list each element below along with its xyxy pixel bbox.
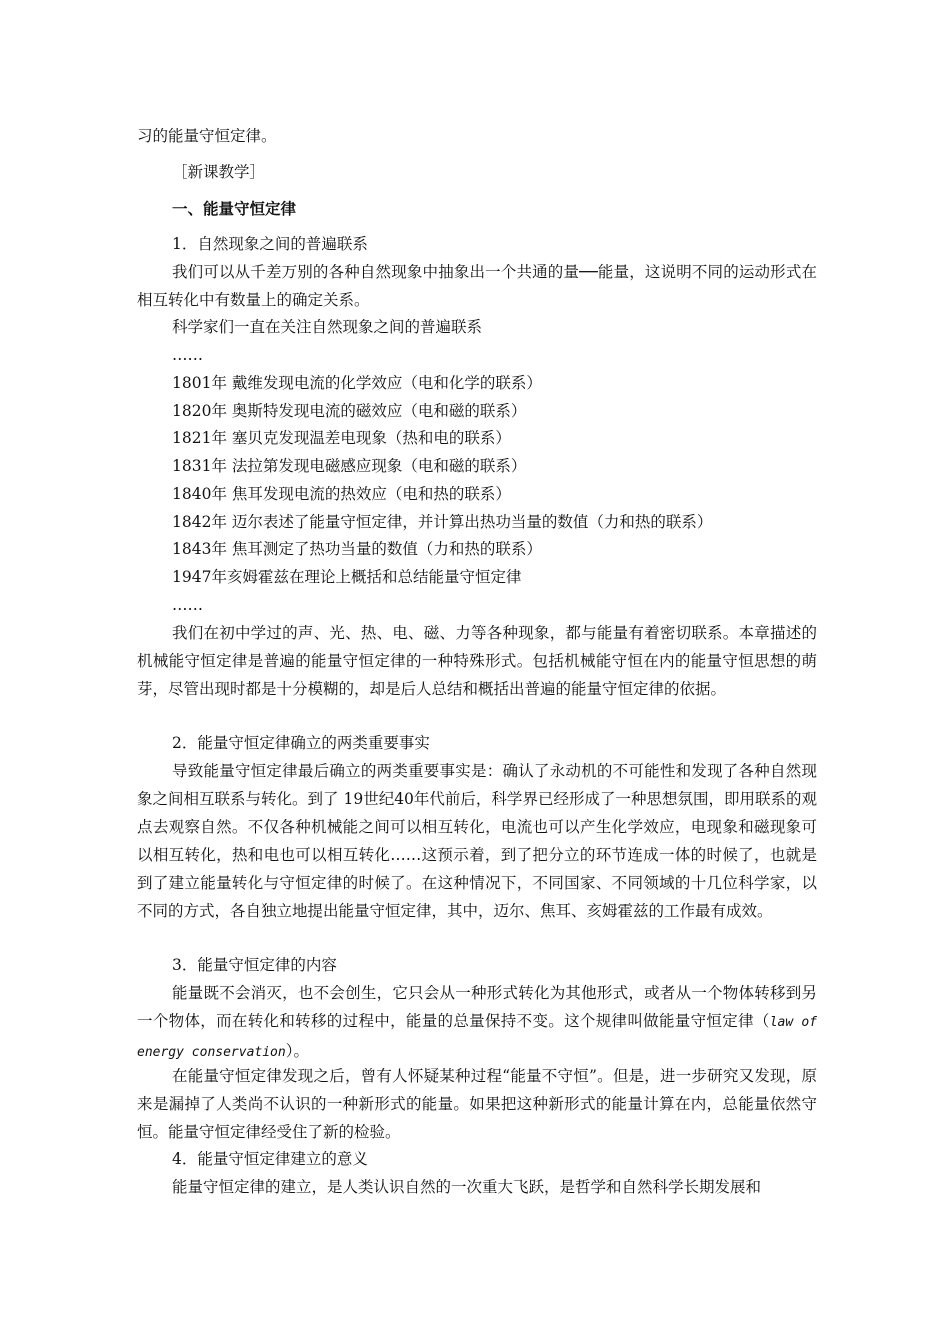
- subheading-3: 3．能量守恒定律的内容: [172, 956, 337, 974]
- paragraph-5-text: 能量既不会消灭，也不会创生，它只会从一种形式转化为其他形式，或者从一个物体转移到另一个物体，而在转化和转移的过程中，能量的总量保持不变。这个规律叫做能量守恒定律（: [137, 984, 817, 1030]
- timeline-item: 1820年 奥斯特发现电流的磁效应（电和磁的联系）: [172, 402, 527, 420]
- ellipsis-top: ……: [172, 346, 203, 364]
- timeline-item: 1801年 戴维发现电流的化学效应（电和化学的联系）: [172, 374, 542, 392]
- timeline-item: 1831年 法拉第发现电磁感应现象（电和磁的联系）: [172, 457, 527, 475]
- paragraph-2: 科学家们一直在关注自然现象之间的普遍联系: [172, 318, 483, 336]
- paragraph-3: 我们在初中学过的声、光、热、电、磁、力等各种现象，都与能量有着密切联系。本章描述的机械能守恒定律是普遍的能量守恒定律的一种特殊形式。包括机械能守恒在内的能量守恒思想的萌芽，尽管出现时都是十分模糊的，却是后人总结和概括出普遍的能量守恒定律的依据。: [137, 624, 817, 698]
- timeline-item: 1843年 焦耳测定了热功当量的数值（力和热的联系）: [172, 540, 542, 558]
- ellipsis-bottom: ……: [172, 596, 203, 614]
- timeline-item: 1840年 焦耳发现电流的热效应（电和热的联系）: [172, 485, 511, 503]
- timeline-item: 1947年亥姆霍兹在理论上概括和总结能量守恒定律: [172, 568, 522, 586]
- paragraph-5: [137, 979, 817, 1067]
- english-term: law of energy conservation: [137, 1015, 817, 1060]
- timeline-item: 1842年 迈尔表述了能量守恒定律，并计算出热功当量的数值（力和热的联系）: [172, 513, 713, 531]
- section-tag: ［新课教学］: [172, 163, 266, 181]
- paragraph-6: 在能量守恒定律发现之后，曾有人怀疑某种过程“能量不守恒”。但是，进一步研究又发现，原来是漏掉了人类尚不认识的一种新形式的能量。如果把这种新形式的能量计算在内，总能量依然守恒。能量守恒定律经受住了新的检验。: [137, 1067, 817, 1141]
- paragraph-5-end: ）。: [285, 1042, 309, 1060]
- timeline-item: 1821年 塞贝克发现温差电现象（热和电的联系）: [172, 429, 511, 447]
- paragraph-7: 能量守恒定律的建立，是人类认识自然的一次重大飞跃，是哲学和自然科学长期发展和: [172, 1178, 762, 1196]
- subheading-4: 4．能量守恒定律建立的意义: [172, 1150, 368, 1168]
- paragraph-1: 我们可以从千差万别的各种自然现象中抽象出一个共通的量──能量，这说明不同的运动形式在相互转化中有数量上的确定关系。: [137, 263, 817, 309]
- continued-paragraph: 习的能量守恒定律。: [137, 127, 277, 145]
- paragraph-4: 导致能量守恒定律最后确立的两类重要事实是：确认了永动机的不可能性和发现了各种自然现象之间相互联系与转化。到了 19世纪40年代前后，科学界已经形成了一种思想氛围，即用联系的观点去观察自然。不仅各种机械能之间可以相互转化，电流也可以产生化学效应，电现象和磁现象可以相互转化，热和电也可以相互转化……这预示着，到了把分立的环节连成一体的时候了，也就是到了建立能量转化与守恒定律的时候了。在这种情况下，不同国家、不同领域的十几位科学家，以不同的方式，各自独立地提出能量守恒定律，其中，迈尔、焦耳、亥姆霍兹的工作最有成效。: [137, 762, 817, 920]
- subheading-2: 2．能量守恒定律确立的两类重要事实: [172, 734, 430, 752]
- subheading-1: 1．自然现象之间的普遍联系: [172, 235, 368, 253]
- heading-energy-conservation: 一、能量守恒定律: [172, 200, 297, 218]
